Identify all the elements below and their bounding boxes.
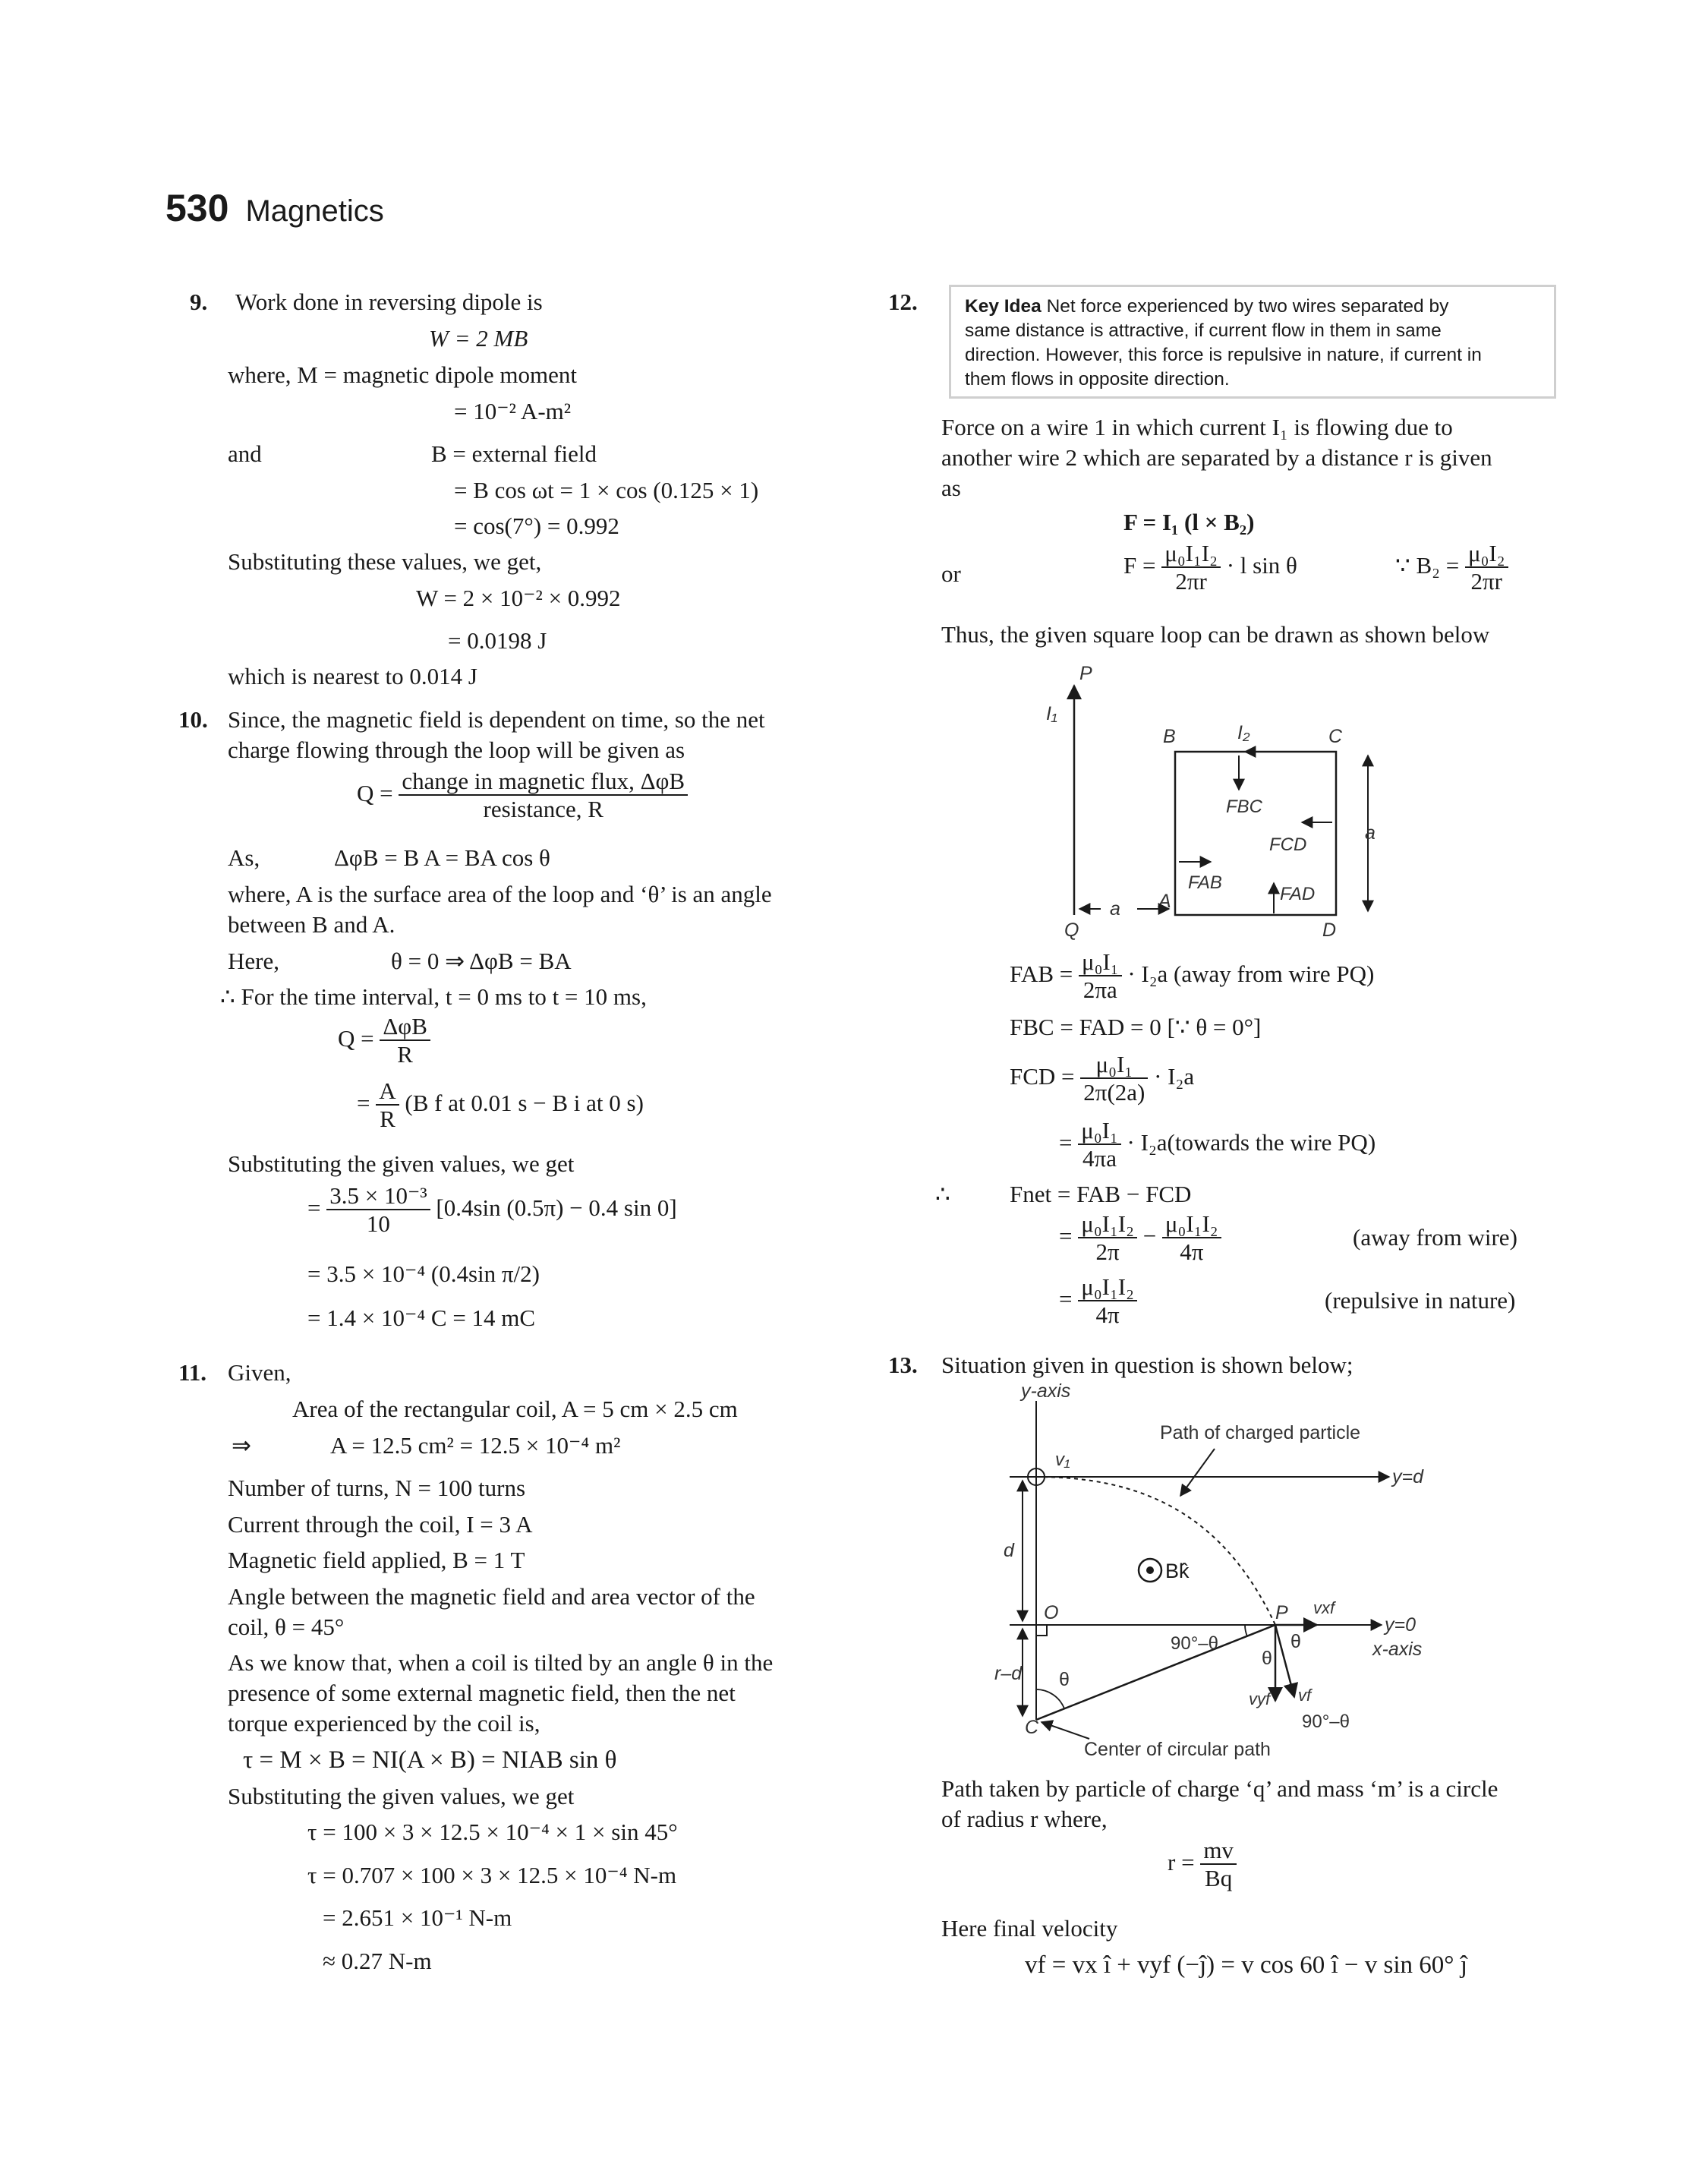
equation-b2: ∵ B₂ = $\frac{\text{μ₀I₂}}{2\pi r}$ xyxy=(1395,541,1508,595)
equation-fab: FAB = $\frac{\text{μ₀I₁}}{2\pi a}$ · I₂a (away from wire PQ) xyxy=(1010,948,1375,1004)
label-a-right: a xyxy=(1365,822,1376,844)
equation: vf = vx î + vyf (−ĵ) = v cos 60 î − v sin 60° ĵ xyxy=(1025,1951,1467,1979)
equation: Fnet = FAB − FCD xyxy=(1010,1181,1192,1207)
label-r-d: r–d xyxy=(994,1663,1023,1684)
label-bk: Bk̂ xyxy=(1165,1560,1190,1582)
label-path: Path of charged particle xyxy=(1160,1422,1361,1443)
equation: ≈ 0.27 N-m xyxy=(323,1948,432,1974)
question-number: 10. xyxy=(178,706,208,733)
equation: = 3.5 × 10⁻⁴ (0.4sin π/2) xyxy=(307,1260,540,1287)
label-a: A xyxy=(1158,891,1171,912)
text-line: Path taken by particle of charge ‘q’ and mass ‘m’ is a circle xyxy=(941,1775,1498,1802)
text-line: ∴ For the time interval, t = 0 ms to t = 10 ms, xyxy=(220,983,647,1010)
label-y-d: y=d xyxy=(1392,1466,1424,1487)
text-line: or xyxy=(941,560,961,587)
equation-q-flux: Q = $\frac{\text{change in magnetic flux, ΔφB}}{\text{resistance, R}}$ xyxy=(357,768,688,823)
label-y-0: y=0 xyxy=(1385,1614,1417,1636)
equation: = 1.4 × 10⁻⁴ C = 14 mC xyxy=(307,1304,536,1331)
label-d: d xyxy=(1004,1540,1014,1561)
text-line: Here final velocity xyxy=(941,1915,1118,1942)
label-vf: vf xyxy=(1298,1686,1312,1705)
equation: W = 2 MB xyxy=(429,325,528,352)
note: (away from wire) xyxy=(1353,1224,1517,1251)
text-line: another wire 2 which are separated by a distance r is given xyxy=(941,444,1492,471)
label-center: Center of circular path xyxy=(1084,1739,1271,1760)
label-x-axis: x-axis xyxy=(1372,1639,1423,1660)
equation: = 2.651 × 10⁻¹ N-m xyxy=(323,1904,512,1931)
text-line: coil, θ = 45° xyxy=(228,1614,345,1640)
equation: W = 2 × 10⁻² × 0.992 xyxy=(416,585,621,611)
text-line: Since, the magnetic field is dependent on time, so the net xyxy=(228,706,765,733)
equation-q-ratio: Q = $\frac{\text{ΔφB}}{R}$ xyxy=(338,1014,430,1068)
text-line: Current through the coil, I = 3 A xyxy=(228,1511,533,1538)
label-y-axis: y-axis xyxy=(1021,1382,1071,1402)
equation-radius: r = $\frac{mv}{Bq}$ xyxy=(1168,1838,1237,1892)
equation: = 0.0198 J xyxy=(448,627,547,654)
angle-arc-c xyxy=(1036,1689,1064,1708)
text-line: and xyxy=(228,440,262,467)
text-line: As we know that, when a coil is tilted by an angle θ in the xyxy=(228,1649,774,1676)
equation-q-field: = $\frac{A}{R}$ (B f at 0.01 s − B i at 0 s) xyxy=(357,1077,644,1133)
label-p: P xyxy=(1079,663,1092,684)
text-line: ⇒ xyxy=(232,1432,251,1459)
text-line: presence of some external magnetic field, then the net xyxy=(228,1680,736,1706)
key-idea-title: Key Idea xyxy=(965,296,1042,317)
label-c: C xyxy=(1328,726,1343,747)
key-idea-box: Key Idea Net force experienced by two wires separated by same distance is attractive, if current flow in them in same direction. However, this force is repulsive in nature, if current in them flows in opposite direction. xyxy=(949,285,1556,399)
label-fad: FAD xyxy=(1280,884,1316,904)
equation-force: F = $\frac{\text{μ₀I₁I₂}}{2\pi r}$ · l sin θ xyxy=(1123,540,1297,595)
angle-arc-p xyxy=(1245,1625,1247,1636)
label-angle-2: 90°–θ xyxy=(1302,1711,1350,1732)
text-line: where, M = magnetic dipole moment xyxy=(228,361,577,388)
equation: θ = 0 ⇒ ΔφB = BA xyxy=(391,948,572,974)
equation: ΔφB = B A = BA cos θ xyxy=(334,844,550,871)
page-number: 530 xyxy=(165,187,229,229)
label-fbc: FBC xyxy=(1226,797,1262,817)
text-line: Substituting the given values, we get xyxy=(228,1783,575,1809)
text-line: Work done in reversing dipole is xyxy=(235,289,543,315)
equation-fnet-expanded: = $\frac{\text{μ₀I₁I₂}}{2\pi}$ − $\frac{\text{μ₀I₁I₂}}{4\pi}$ xyxy=(1059,1211,1221,1266)
figure-square-loop xyxy=(1017,657,1412,945)
equation: = cos(7°) = 0.992 xyxy=(454,513,619,539)
text-line: of radius r where, xyxy=(941,1806,1108,1832)
question-number: 11. xyxy=(178,1359,207,1386)
text-line: Angle between the magnetic field and area vector of the xyxy=(228,1583,755,1610)
text-line: Given, xyxy=(228,1359,291,1386)
label-a-bottom: a xyxy=(1110,898,1120,920)
equation: B = external field xyxy=(431,440,597,467)
label-o: O xyxy=(1044,1602,1059,1623)
text-line: which is nearest to 0.014 J xyxy=(228,663,477,689)
text-line: charge flowing through the loop will be given as xyxy=(228,737,685,763)
chapter-title: Magnetics xyxy=(245,194,384,228)
label-theta-c: θ xyxy=(1059,1669,1070,1690)
text-line: as xyxy=(941,475,961,501)
path-pointer xyxy=(1180,1449,1215,1496)
radius-line xyxy=(1036,1625,1275,1720)
text-line: Substituting the given values, we get xyxy=(228,1150,575,1177)
b-field-dot xyxy=(1146,1566,1154,1574)
text-line: Substituting these values, we get, xyxy=(228,548,542,575)
text-line: between B and A. xyxy=(228,911,395,938)
figure-charged-particle xyxy=(994,1382,1450,1762)
text-line: Thus, the given square loop can be drawn as shown below xyxy=(941,621,1490,648)
right-angle-marker xyxy=(1036,1625,1047,1636)
label-b: B xyxy=(1163,726,1176,747)
equation-fcd-simplified: = $\frac{\text{μ₀I₁}}{4\pi a}$ · I₂a(towards the wire PQ) xyxy=(1059,1117,1376,1172)
question-number: 13. xyxy=(888,1352,918,1378)
text-line: Force on a wire 1 in which current I₁ is flowing due to xyxy=(941,414,1453,440)
label-i2: I₂ xyxy=(1237,722,1250,743)
label-q: Q xyxy=(1064,920,1079,941)
note: (repulsive in nature) xyxy=(1325,1287,1516,1314)
text-line: Situation given in question is shown below; xyxy=(941,1352,1353,1378)
equation-fnet-result: = $\frac{\text{μ₀I₁I₂}}{4\pi}$ xyxy=(1059,1274,1137,1329)
equation: τ = 0.707 × 100 × 3 × 12.5 × 10⁻⁴ N-m xyxy=(307,1862,677,1888)
question-number: 9. xyxy=(190,289,208,315)
label-d: D xyxy=(1322,920,1337,941)
label-theta-b: θ xyxy=(1290,1631,1301,1652)
label-vxf: vxf xyxy=(1313,1598,1335,1617)
running-header xyxy=(165,186,384,230)
equation: = 10⁻² A-m² xyxy=(454,398,572,424)
question-number: 12. xyxy=(888,289,918,315)
label-fcd: FCD xyxy=(1269,834,1307,855)
equation: = B cos ωt = 1 × cos (0.125 × 1) xyxy=(454,477,759,503)
center-pointer xyxy=(1042,1722,1089,1739)
equation-values: = $\frac{\text{3.5 × 10⁻³}}{10}$ [0.4sin (0.5π) − 0.4 sin 0] xyxy=(307,1182,677,1238)
text-line: where, A is the surface area of the loop and ‘θ’ is an angle xyxy=(228,881,772,907)
label-p: P xyxy=(1275,1602,1288,1623)
equation: τ = M × B = NI(A × B) = NIAB sin θ xyxy=(243,1746,617,1774)
equation: Area of the rectangular coil, A = 5 cm × 2.5 cm xyxy=(292,1396,738,1422)
label-i1: I₁ xyxy=(1046,703,1057,724)
equation-fcd: FCD = $\frac{\text{μ₀I₁}}{2\pi(2a)}$ · I₂a xyxy=(1010,1051,1195,1106)
therefore-symbol: ∴ xyxy=(935,1181,950,1207)
equation: A = 12.5 cm² = 12.5 × 10⁻⁴ m² xyxy=(330,1432,621,1459)
label-c: C xyxy=(1025,1717,1039,1738)
equation: F = I₁ (l × B₂) xyxy=(1123,509,1255,535)
equation: FBC = FAD = 0 [∵ θ = 0°] xyxy=(1010,1014,1262,1040)
particle-path xyxy=(1036,1477,1275,1625)
text-line: Number of turns, N = 100 turns xyxy=(228,1475,526,1501)
text-line: torque experienced by the coil is, xyxy=(228,1710,540,1737)
label-vyf: vyf xyxy=(1249,1689,1271,1708)
label-angle-1: 90°–θ xyxy=(1171,1633,1218,1654)
label-theta-a: θ xyxy=(1262,1648,1272,1669)
equation: τ = 100 × 3 × 12.5 × 10⁻⁴ × 1 × sin 45° xyxy=(307,1819,678,1845)
label-v1: v₁ xyxy=(1055,1450,1070,1470)
text-line: Here, xyxy=(228,948,279,974)
text-line: Magnetic field applied, B = 1 T xyxy=(228,1547,525,1573)
text-line: As, xyxy=(228,844,260,871)
label-fab: FAB xyxy=(1188,872,1222,893)
